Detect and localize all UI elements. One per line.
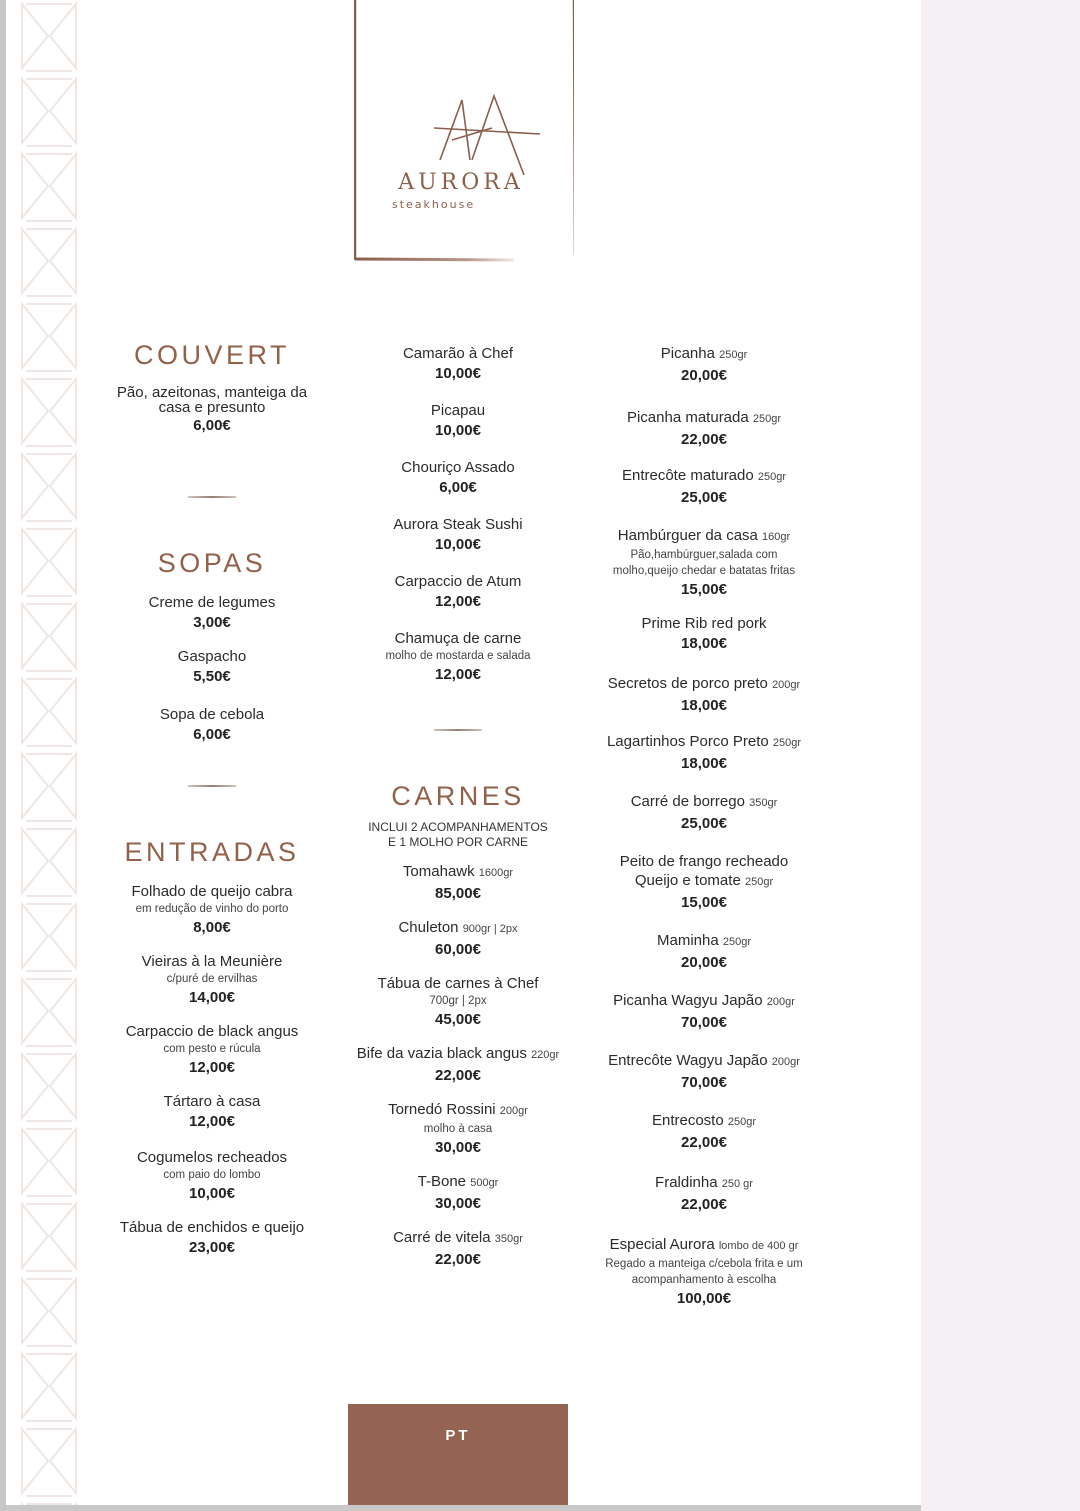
item-price: 18,00€ bbox=[681, 635, 727, 652]
item-name: Lagartinhos Porco Preto 250gr bbox=[606, 733, 802, 750]
item-name: Sopa de cebola bbox=[159, 706, 265, 723]
item-price: 100,00€ bbox=[676, 1290, 732, 1307]
item-price: 30,00€ bbox=[435, 1195, 481, 1212]
item-name: Peito de frango recheado bbox=[619, 853, 789, 870]
menu-item bbox=[343, 918, 573, 960]
item-price: 20,00€ bbox=[681, 367, 727, 384]
item-weight: 200gr bbox=[766, 996, 795, 1008]
item-description: em redução de vinho do porto bbox=[135, 903, 289, 915]
menu-item bbox=[97, 705, 327, 745]
item-name: Tábua de enchidos e queijo bbox=[119, 1219, 305, 1236]
item-price: 10,00€ bbox=[435, 365, 481, 382]
menu-item bbox=[589, 344, 819, 386]
brand-name: AURORA bbox=[398, 170, 524, 195]
item-weight: 200gr bbox=[772, 679, 801, 691]
item-name: Aurora Steak Sushi bbox=[393, 516, 523, 533]
item-weight: 200gr bbox=[499, 1105, 528, 1117]
item-price: 12,00€ bbox=[189, 1113, 235, 1130]
menu-item bbox=[589, 792, 819, 834]
menu-item bbox=[589, 408, 819, 450]
item-price: 22,00€ bbox=[681, 1196, 727, 1213]
menu-item bbox=[97, 952, 327, 1008]
menu-item bbox=[97, 385, 327, 436]
item-weight: lombo de 400 gr bbox=[718, 1240, 799, 1252]
item-weight: 350gr bbox=[494, 1233, 523, 1245]
item-price: 30,00€ bbox=[435, 1139, 481, 1156]
item-name: Picapau bbox=[430, 402, 486, 419]
item-name: Picanha 250gr bbox=[660, 345, 748, 362]
section-note bbox=[343, 820, 573, 850]
item-description: c/puré de ervilhas bbox=[166, 973, 258, 985]
menu-item bbox=[343, 1228, 573, 1270]
item-name-line2: Queijo e tomate 250gr bbox=[634, 872, 774, 889]
item-weight: 1600gr bbox=[478, 867, 514, 879]
menu-column-1 bbox=[97, 340, 327, 1272]
menu-item bbox=[343, 974, 573, 1030]
item-price: 22,00€ bbox=[435, 1067, 481, 1084]
item-name: Vieiras à la Meunière bbox=[141, 953, 283, 970]
item-description: 700gr | 2px bbox=[429, 995, 487, 1007]
menu-item bbox=[343, 515, 573, 555]
item-weight: 350gr bbox=[749, 797, 778, 809]
section-title-carnes: CARNES bbox=[391, 781, 525, 811]
item-weight: 250gr bbox=[727, 1116, 757, 1128]
menu-column-2 bbox=[343, 344, 573, 1284]
item-description: Regado a manteiga c/cebola frita e um acompanhamento à escolha bbox=[605, 1258, 803, 1286]
logo bbox=[354, 0, 574, 262]
item-name: Tábua de carnes à Chef bbox=[377, 975, 539, 992]
language-tab-pt[interactable]: PT bbox=[348, 1404, 568, 1505]
item-price: 3,00€ bbox=[193, 614, 231, 631]
menu-item bbox=[589, 614, 819, 654]
item-weight: 250gr bbox=[752, 413, 782, 425]
menu-item bbox=[589, 526, 819, 600]
item-price: 12,00€ bbox=[435, 666, 481, 683]
logo-frame-icon bbox=[354, 0, 574, 262]
item-name: Entrecôte Wagyu Japão 200gr bbox=[608, 1052, 800, 1069]
item-name: Maminha 250gr bbox=[656, 932, 751, 949]
item-price: 8,00€ bbox=[193, 919, 231, 936]
section-divider bbox=[434, 729, 482, 731]
item-name: Chamuça de carne bbox=[394, 630, 522, 647]
item-name: Entrecosto 250gr bbox=[651, 1112, 757, 1129]
menu-item bbox=[343, 344, 573, 384]
menu-item bbox=[343, 1100, 573, 1158]
item-name: Tártaro à casa bbox=[163, 1093, 261, 1110]
item-description: molho de mostarda e salada bbox=[385, 650, 531, 662]
item-name: Folhado de queijo cabra bbox=[131, 883, 293, 900]
item-description: Pão,hambúrguer,salada com molho,queijo chedar e batatas fritas bbox=[612, 549, 796, 577]
item-weight: 160gr bbox=[762, 531, 791, 543]
item-description: com paio do lombo bbox=[163, 1169, 261, 1181]
section-title-sopas: SOPAS bbox=[157, 548, 267, 578]
item-price: 22,00€ bbox=[435, 1251, 481, 1268]
item-description: molho à casa bbox=[423, 1123, 493, 1135]
menu-item bbox=[343, 862, 573, 904]
item-name: Picanha Wagyu Japão 200gr bbox=[613, 992, 795, 1009]
item-price: 10,00€ bbox=[435, 422, 481, 439]
menu-item bbox=[97, 1092, 327, 1132]
item-price: 12,00€ bbox=[189, 1059, 235, 1076]
item-name: T-Bone 500gr bbox=[417, 1173, 499, 1190]
item-weight: 500gr bbox=[470, 1177, 499, 1189]
menu-column-3 bbox=[589, 344, 819, 1323]
menu-item bbox=[97, 1148, 327, 1204]
item-price: 6,00€ bbox=[439, 479, 477, 496]
item-name: Tornedó Rossini 200gr bbox=[388, 1101, 528, 1118]
section-note-line: INCLUI 2 ACOMPANHAMENTOS bbox=[368, 820, 548, 834]
item-price: 25,00€ bbox=[681, 489, 727, 506]
brand-subtitle: steakhouse bbox=[392, 198, 476, 211]
menu-item bbox=[97, 882, 327, 938]
menu-item bbox=[343, 401, 573, 441]
item-price: 70,00€ bbox=[681, 1074, 727, 1091]
item-name: Secretos de porco preto 200gr bbox=[607, 675, 801, 692]
menu-item bbox=[343, 629, 573, 685]
item-weight: 250gr bbox=[744, 876, 774, 888]
section-title-entradas: ENTRADAS bbox=[124, 837, 300, 867]
item-price: 45,00€ bbox=[435, 1011, 481, 1028]
item-name: Bife da vazia black angus 220gr bbox=[356, 1045, 560, 1062]
item-name: Tomahawk 1600gr bbox=[402, 863, 514, 880]
menu-item bbox=[589, 852, 819, 913]
menu-item bbox=[589, 1173, 819, 1215]
item-weight: 200gr bbox=[771, 1056, 800, 1068]
item-price: 70,00€ bbox=[681, 1014, 727, 1031]
item-weight: 250gr bbox=[722, 936, 751, 948]
menu-item bbox=[589, 466, 819, 508]
item-price: 60,00€ bbox=[435, 941, 481, 958]
item-price: 10,00€ bbox=[435, 536, 481, 553]
item-name: Pão, azeitonas, manteiga da casa e presunto bbox=[116, 384, 308, 416]
item-weight: 250gr bbox=[719, 349, 748, 361]
item-name: Cogumelos recheados bbox=[136, 1149, 288, 1166]
menu-item bbox=[589, 1111, 819, 1153]
menu-item bbox=[97, 593, 327, 633]
page-margin bbox=[921, 0, 1080, 1511]
item-price: 23,00€ bbox=[189, 1239, 235, 1256]
item-price: 18,00€ bbox=[681, 755, 727, 772]
item-price: 22,00€ bbox=[681, 431, 727, 448]
item-name: Picanha maturada 250gr bbox=[626, 409, 782, 426]
item-price: 20,00€ bbox=[681, 954, 727, 971]
item-weight: 250gr bbox=[757, 471, 787, 483]
menu-item bbox=[97, 1022, 327, 1078]
item-price: 22,00€ bbox=[681, 1134, 727, 1151]
item-price: 15,00€ bbox=[681, 581, 727, 598]
item-name: Carré de borrego 350gr bbox=[630, 793, 778, 810]
item-name: Creme de legumes bbox=[148, 594, 276, 611]
menu-item bbox=[97, 647, 327, 687]
item-price: 12,00€ bbox=[435, 593, 481, 610]
item-weight: 250 gr bbox=[721, 1178, 753, 1190]
item-name: Fraldinha 250 gr bbox=[655, 1174, 753, 1191]
menu-item bbox=[589, 674, 819, 716]
menu-item bbox=[589, 1235, 819, 1309]
item-price: 10,00€ bbox=[189, 1185, 235, 1202]
menu-item bbox=[589, 1051, 819, 1093]
menu-item bbox=[97, 1218, 327, 1258]
item-weight: 900gr | 2px bbox=[462, 923, 518, 935]
section-title-couvert: COUVERT bbox=[133, 340, 291, 370]
item-price: 25,00€ bbox=[681, 815, 727, 832]
section-note-line: E 1 MOLHO POR CARNE bbox=[387, 835, 529, 849]
section-divider bbox=[188, 496, 236, 498]
item-price: 5,50€ bbox=[193, 668, 231, 685]
item-price: 18,00€ bbox=[681, 697, 727, 714]
item-weight: 250gr bbox=[772, 737, 802, 749]
item-name: Prime Rib red pork bbox=[641, 615, 767, 632]
item-price: 6,00€ bbox=[193, 417, 231, 434]
item-name: Chouriço Assado bbox=[401, 459, 515, 476]
item-name: Especial Aurora lombo de 400 gr bbox=[609, 1236, 799, 1253]
item-description: com pesto e rúcula bbox=[163, 1043, 261, 1055]
menu-item bbox=[343, 458, 573, 498]
item-name: Gaspacho bbox=[177, 648, 247, 665]
item-name: Carpaccio de Atum bbox=[394, 573, 522, 590]
menu-item bbox=[589, 732, 819, 774]
menu-item bbox=[343, 572, 573, 612]
item-name: Chuleton 900gr | 2px bbox=[398, 919, 518, 936]
item-name: Camarão à Chef bbox=[402, 345, 514, 362]
section-divider bbox=[188, 785, 236, 787]
item-weight: 220gr bbox=[531, 1049, 560, 1061]
item-price: 6,00€ bbox=[193, 726, 231, 743]
menu-item bbox=[343, 1044, 573, 1086]
item-name: Carré de vitela 350gr bbox=[393, 1229, 523, 1246]
menu-item bbox=[343, 1172, 573, 1214]
menu-item bbox=[589, 991, 819, 1033]
geometric-pattern-decoration bbox=[20, 0, 78, 1505]
item-name: Carpaccio de black angus bbox=[125, 1023, 299, 1040]
item-name: Hambúrguer da casa 160gr bbox=[617, 527, 791, 544]
item-price: 14,00€ bbox=[189, 989, 235, 1006]
item-name: Entrecôte maturado 250gr bbox=[621, 467, 787, 484]
item-price: 15,00€ bbox=[681, 894, 727, 911]
item-price: 85,00€ bbox=[435, 885, 481, 902]
menu-item bbox=[589, 931, 819, 973]
